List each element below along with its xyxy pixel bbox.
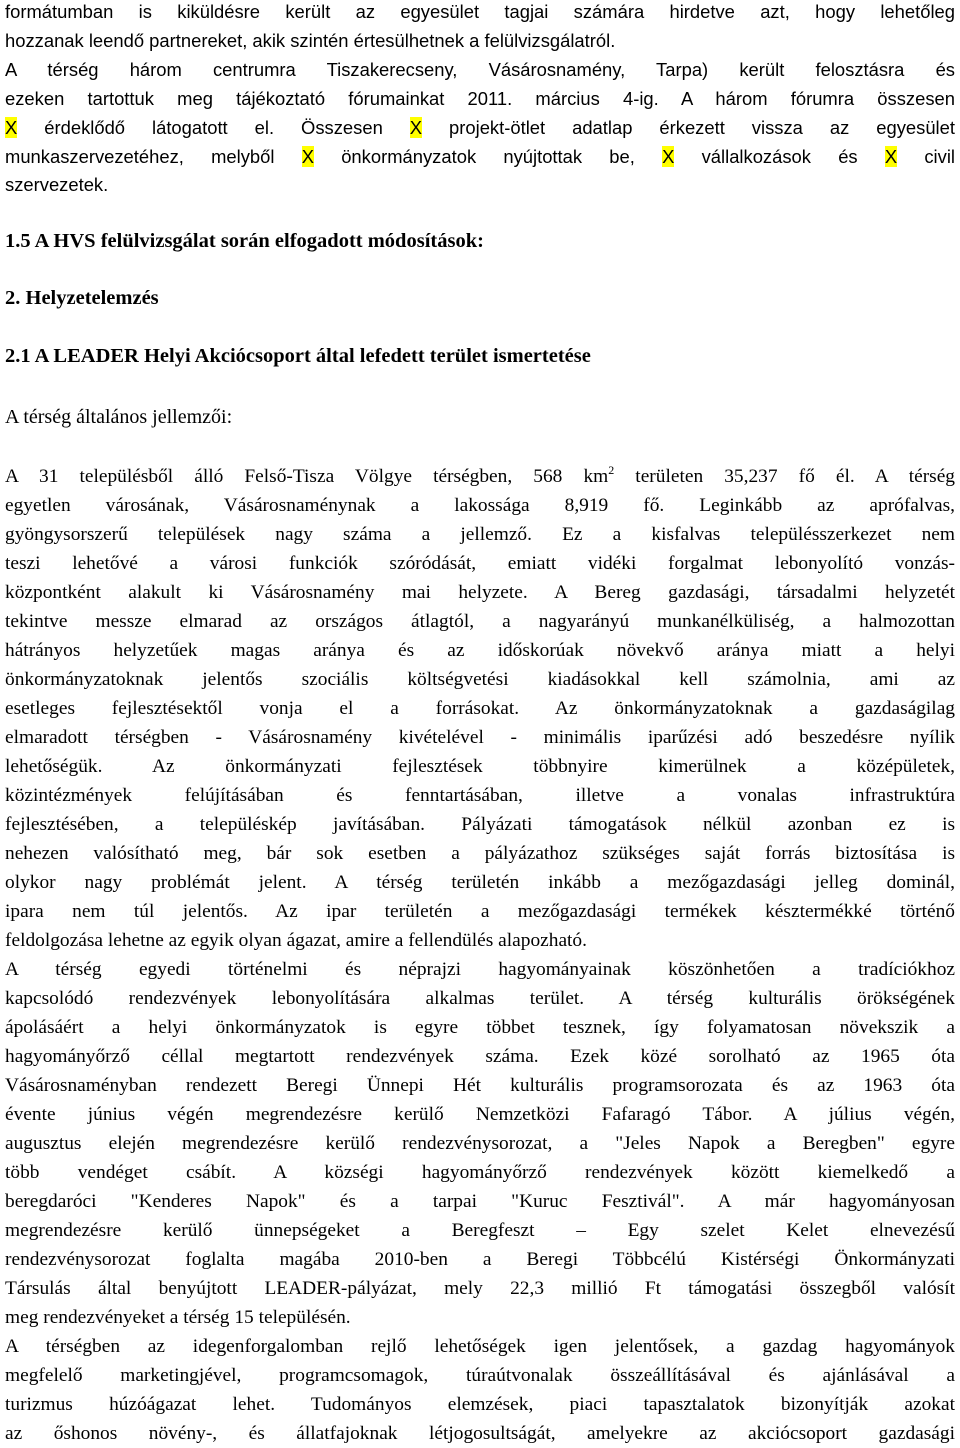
text-line: A térségben az idegenforgalomban rejlő lehetőségek igen jelentősek, a gazdag hagyományok — [5, 1336, 955, 1357]
text-line: önkormányzatoknak jelentős szociális költségvetési kiadásokkal kell számolnia, ami az — [5, 669, 955, 690]
text-line: közintézmények felújításában és fenntartásában, illetve a vonalas infrastruktúra — [5, 785, 955, 806]
text-line: évente június végén megrendezésre kerülő Nemzetközi Fafaragó Tábor. A július végén, — [5, 1104, 955, 1125]
subheading: A térség általános jellemzői: — [5, 406, 233, 428]
text-line: meg rendezvényeket a térség 15 településén. — [5, 1307, 351, 1328]
text-line: turizmus húzóágazat lehet. Tudományos elemzések, piaci tapasztalatok bizonyítják azokat — [5, 1394, 955, 1415]
superscript: 2 — [608, 463, 615, 477]
text-run: projekt-ötlet adatlap érkezett vissza az egyesület — [422, 116, 955, 138]
text-line: Társulás által benyújtott LEADER-pályázat, mely 22,3 millió Ft támogatási összegből valósít — [5, 1278, 955, 1299]
text-run: munkaszervezetéhez, melyből — [5, 145, 302, 167]
placeholder-x: X — [5, 116, 18, 138]
text-line: több vendéget csábít. A községi hagyományőrző rendezvények között kiemelkedő a — [5, 1162, 955, 1183]
text-run: civil — [897, 145, 955, 167]
text-line: teszi lehetővé a városi funkciók szóródását, emiatt vidéki forgalmat lebonyolító vonzás- — [5, 553, 955, 574]
text-line: hozzanak leendő partnereket, akik szintén értesülhetnek a felülvizsgálatról. — [5, 29, 616, 51]
text-line: egyetlen városának, Vásárosnaménynak a lakossága 8,919 fő. Leginkább az aprófalvas, — [5, 495, 955, 516]
section-heading-1-5: 1.5 A HVS felülvizsgálat során elfogadott módosítások: — [5, 230, 484, 252]
text-run: területen 35,237 fő él. A térség — [614, 466, 955, 487]
text-line: olykor nagy problémát jelent. A térség területén inkább a mezőgazdasági jelleg dominál, — [5, 872, 955, 893]
text-run: érdeklődő látogatott el. Összesen — [17, 116, 410, 138]
placeholder-x: X — [301, 145, 314, 167]
text-line: hagyományőrző céllal megtartott rendezvények száma. Ezek közé sorolható az 1965 óta — [5, 1046, 955, 1067]
text-line: nehezen valósítható meg, bár sok esetben a pályázathoz szükséges saját forrás biztosítása is — [5, 843, 955, 864]
text-line — [5, 462, 955, 491]
text-line: ápolásáért a helyi önkormányzatok is egyre többet tesznek, így folyamatosan növekszik a — [5, 1017, 955, 1038]
text-line: az őshonos növény-, és állatfajoknak létjogosultságát, amelyekre az akciócsoport gazdasági — [5, 1423, 955, 1444]
text-run: önkormányzatok nyújtottak be, — [313, 145, 663, 167]
text-line — [5, 114, 955, 143]
text-line: ipara nem túl jelentős. Az ipar területén a mezőgazdasági termékek késztermékké történő — [5, 901, 955, 922]
text-line: hátrányos helyzetűek magas aránya és az időskorúak növekvő aránya miatt a helyi — [5, 640, 955, 661]
text-line: tekintve messze elmarad az országos átlagtól, a nagyarányú munkanélküliség, a halmozottan — [5, 611, 955, 632]
body-text — [5, 462, 955, 1448]
text-line: esetleges fejlesztésektől vonja el a forrásokat. Az önkormányzatoknak a gazdaságilag — [5, 698, 955, 719]
text-line: feldolgozása lehetne az egyik olyan ágazat, amire a fellendülés alapozható. — [5, 930, 587, 951]
text-line: augusztus elején megrendezésre kerülő rendezvénysorozat, a "Jeles Napok a Beregben" egyre — [5, 1133, 955, 1154]
text-line: megrendezésre kerülő ünnepségeket a Beregfeszt – Egy szelet Kelet elnevezésű — [5, 1220, 955, 1241]
text-line: elmaradott térségben - Vásárosnamény kivételével - minimális iparűzési adó beszedésre nyílik — [5, 727, 955, 748]
text-line: lehetőségük. Az önkormányzati fejlesztések többnyire kimerülnek a középületek, — [5, 756, 955, 777]
text-line: A térség egyedi történelmi és néprajzi hagyományainak köszönhetően a tradíciókhoz — [5, 959, 955, 980]
text-line: kapcsolódó rendezvények lebonyolítására alkalmas terület. A térség kulturális örökségének — [5, 988, 955, 1009]
text-line: ezeken tartottuk meg tájékoztató fórumainkat 2011. március 4-ig. A három fórumra összesen — [5, 87, 955, 109]
text-line: beregdaróci "Kenderes Napok" és a tarpai "Kuruc Fesztivál". A már hagyományosan — [5, 1191, 955, 1212]
section-heading-2-1: 2.1 A LEADER Helyi Akciócsoport által lefedett terület ismertetése — [5, 345, 591, 367]
text-line: szervezetek. — [5, 174, 109, 196]
text-line: megfelelő marketingjével, programcsomagok, túraútvonalak összeállításával és ajánlásával a — [5, 1365, 955, 1386]
text-line: formátumban is kiküldésre került az egyesület tagjai számára hirdetve azt, hogy lehetőleg — [5, 1, 955, 22]
placeholder-x: X — [884, 145, 898, 167]
text-line: A térség három centrumra Tiszakerecseny, Vásárosnamény, Tarpa) került felosztásra és — [5, 58, 955, 80]
text-run: vállalkozások és — [674, 145, 885, 167]
placeholder-x: X — [409, 116, 423, 138]
text-line: központként alakult ki Vásárosnamény mai helyzete. A Bereg gazdasági, társadalmi helyzetét — [5, 582, 955, 603]
text-line — [5, 143, 955, 172]
placeholder-x: X — [662, 145, 675, 167]
text-line: Vásárosnaményban rendezett Beregi Ünnepi Hét kulturális programsorozata és az 1963 óta — [5, 1075, 955, 1096]
text-run: A 31 településből álló Felső-Tisza Völgye térségben, 568 km — [5, 466, 609, 487]
text-line: gyöngysorszerű települések nagy száma a jellemző. Ez a kisfalvas településszerkezet nem — [5, 524, 955, 545]
intro-paragraph — [5, 0, 955, 200]
section-heading-2: 2. Helyzetelemzés — [5, 287, 159, 309]
text-line: fejlesztésében, a településkép javításában. Pályázati támogatások nélkül azonban ez is — [5, 814, 955, 835]
text-line: rendezvénysorozat foglalta magába 2010-ben a Beregi Többcélú Kistérségi Önkormányzati — [5, 1249, 955, 1270]
